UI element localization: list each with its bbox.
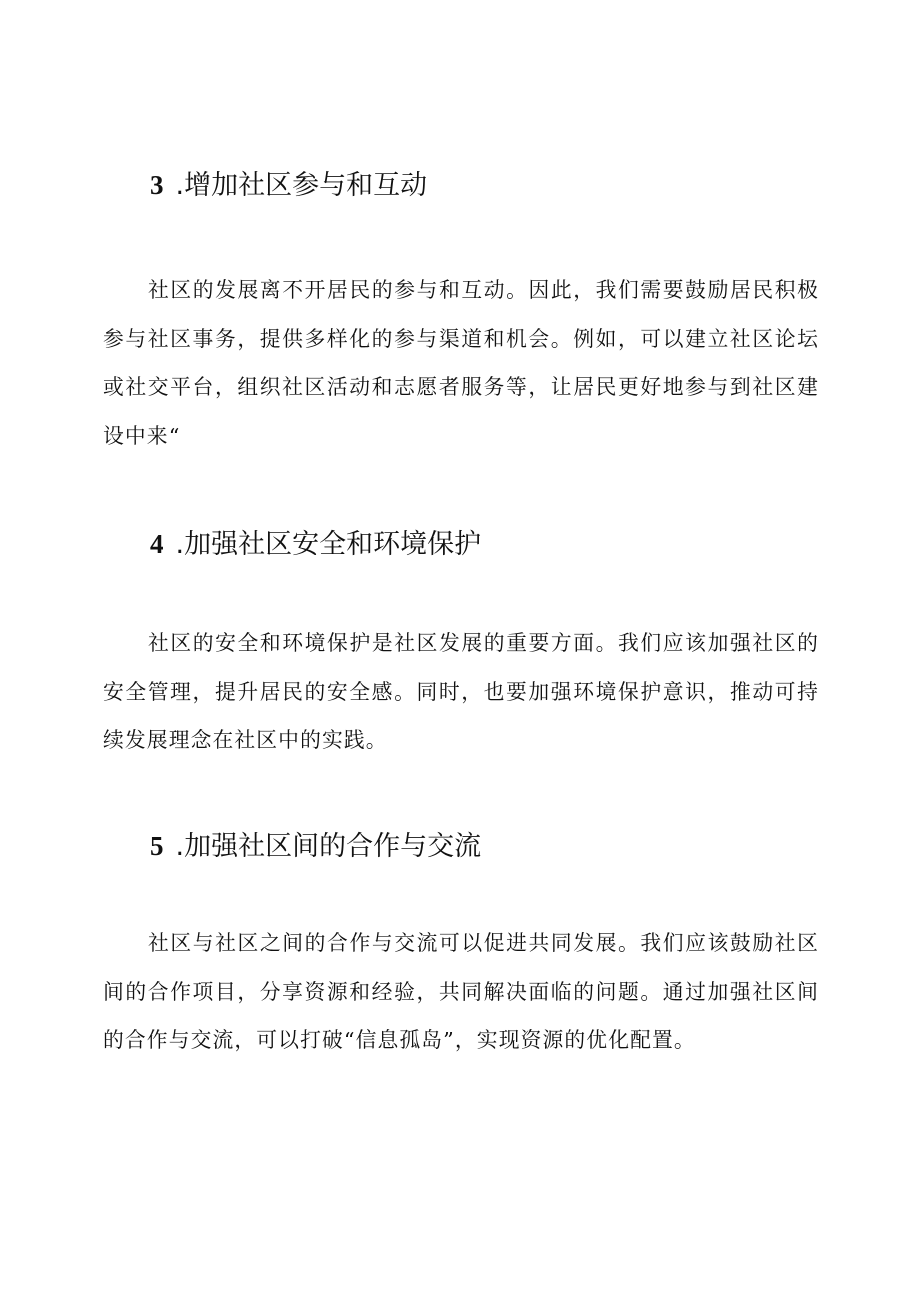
section-5-heading bbox=[150, 826, 830, 867]
section-3-paragraph: 社区的发展离不开居民的参与和互动。因此，我们需要鼓励居民积极参与社区事务，提供多样化的参与渠道和机会。例如，可以建立社区论坛或社交平台，组织社区活动和志愿者服务等，让居民更好地参与到社区建设中来“ bbox=[103, 278, 819, 448]
section-4-title: .加强社区安全和环境保护 bbox=[175, 529, 482, 560]
section-4-paragraph: 社区的安全和环境保护是社区发展的重要方面。我们应该加强社区的安全管理，提升居民的安全感。同时，也要加强环境保护意识，推动可持续发展理念在社区中的实践。 bbox=[103, 631, 819, 752]
section-3-number: 3 bbox=[150, 170, 164, 200]
section-5-title: .加强社区间的合作与交流 bbox=[175, 831, 482, 862]
section-5-paragraph: 社区与社区之间的合作与交流可以促进共同发展。我们应该鼓励社区间的合作项目，分享资源和经验，共同解决面临的问题。通过加强社区间的合作与交流，可以打破“信息孤岛”，实现资源的优化配置。 bbox=[103, 931, 819, 1052]
section-5-number: 5 bbox=[150, 831, 164, 861]
section-3-title: .增加社区参与和互动 bbox=[175, 170, 428, 201]
section-4-heading bbox=[150, 524, 830, 565]
section-3-heading bbox=[150, 165, 830, 206]
section-4-number: 4 bbox=[150, 529, 164, 559]
